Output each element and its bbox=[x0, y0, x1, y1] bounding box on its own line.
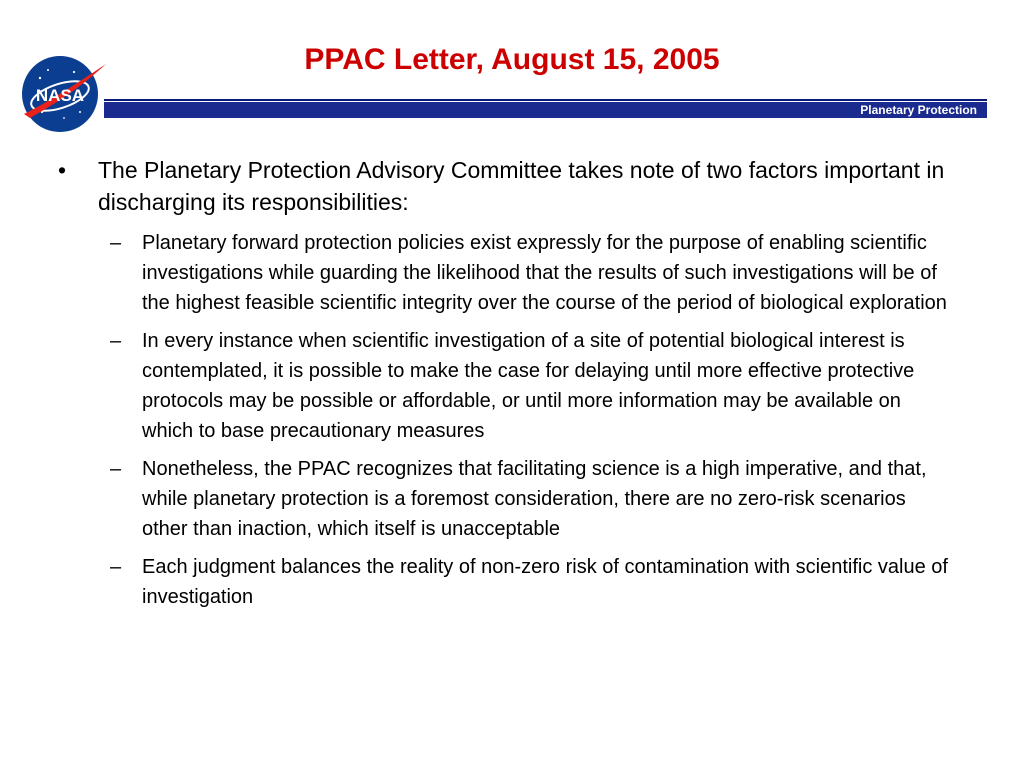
sub-bullet-text: Planetary forward protection policies exist expressly for the purpose of enabling scientific investigations while guarding the likelihood that the results of such investigations will be of the highest feasible scientific integrity over the course of the period of biological exploration bbox=[142, 232, 947, 314]
header-band-label: Planetary Protection bbox=[860, 103, 977, 117]
sub-bullet-list bbox=[56, 228, 956, 612]
sub-bullet-text: In every instance when scientific investigation of a site of potential biological interest is contemplated, it is possible to make the case for delaying until more effective protective protocols may be possible or affordable, or until more information may be available on which to base precautionary measures bbox=[142, 330, 915, 442]
slide-title: PPAC Letter, August 15, 2005 bbox=[304, 43, 720, 76]
sub-bullet bbox=[106, 454, 956, 544]
sub-bullet-text: Nonetheless, the PPAC recognizes that facilitating science is a high imperative, and that, while planetary protection is a foremost consideration, there are no zero-risk scenarios other than inaction, which itself is unacceptable bbox=[142, 458, 927, 540]
nasa-logotype: NASA bbox=[35, 86, 85, 105]
main-bullet-text: The Planetary Protection Advisory Committee takes note of two factors important in discharging its responsibilities: bbox=[98, 157, 945, 215]
header-band bbox=[104, 101, 987, 118]
dash-marker: – bbox=[110, 458, 122, 480]
sub-bullet bbox=[106, 228, 956, 318]
bullet-dot: • bbox=[58, 157, 67, 183]
sub-bullet bbox=[106, 552, 956, 612]
sub-bullet bbox=[106, 326, 956, 446]
slide-body bbox=[56, 154, 956, 620]
sub-bullet-text: Each judgment balances the reality of non-zero risk of contamination with scientific value of investigation bbox=[142, 556, 948, 608]
dash-marker: – bbox=[110, 330, 122, 352]
dash-marker: – bbox=[110, 232, 122, 254]
main-bullet bbox=[56, 154, 956, 218]
dash-marker: – bbox=[110, 556, 122, 578]
